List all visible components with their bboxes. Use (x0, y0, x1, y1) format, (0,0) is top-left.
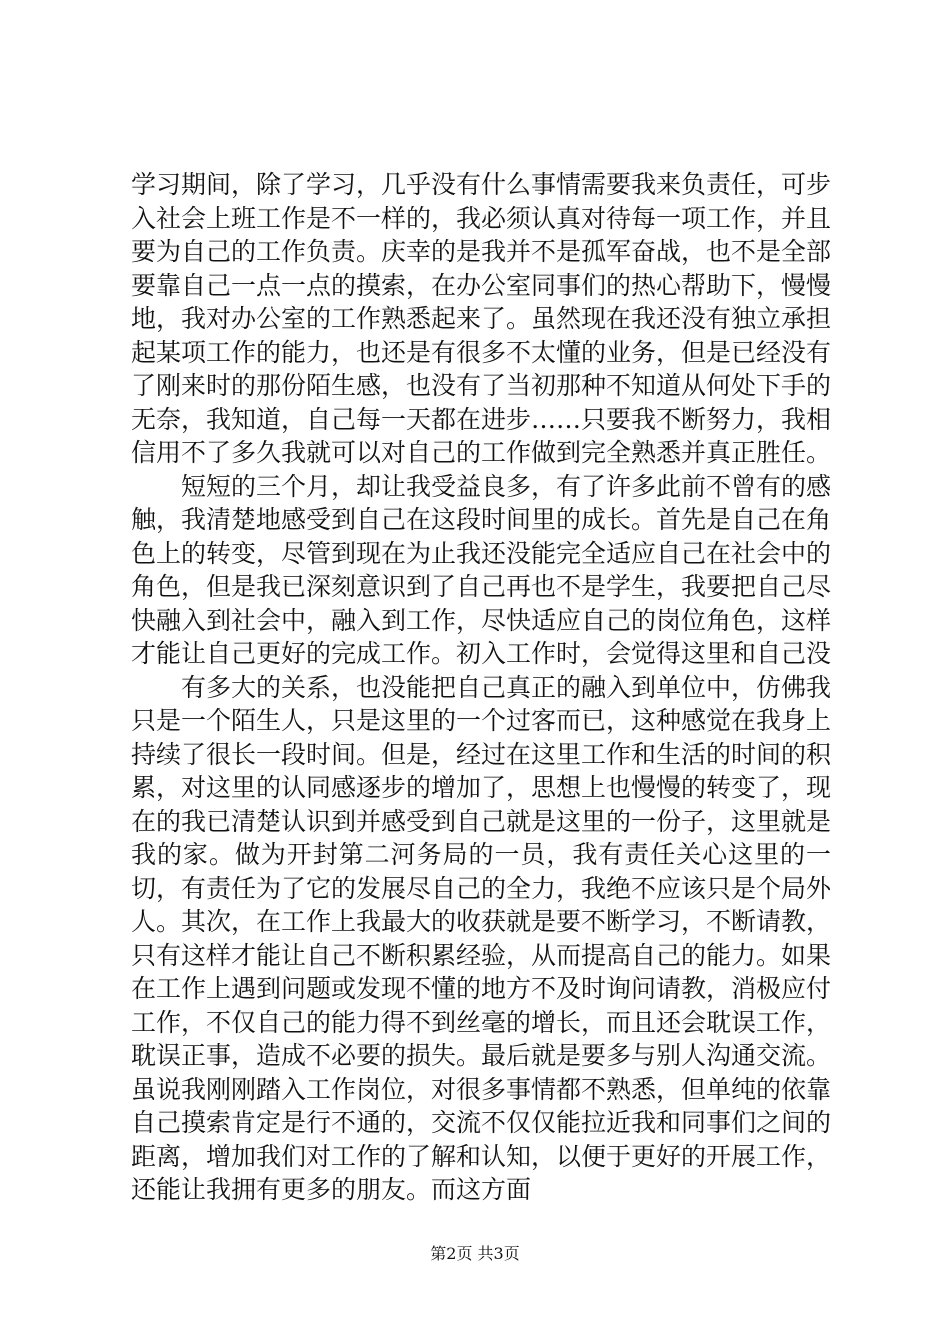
paragraph-2: 短短的三个月，却让我受益良多，有了许多此前不曾有的感触，我清楚地感受到自己在这段时间里的成长。首先是自己在角色上的转变，尽管到现在为止我还没能完全适应自己在社会中的角色，但是我已深刻意识到了自己再也不是学生，我要把自己尽快融入到社会中，融入到工作，尽快适应自己的岗位角色，这样才能让自己更好的完成工作。初入工作时，会觉得这里和自己没 (131, 471, 832, 668)
page-footer: 第2页 共3页 (430, 1244, 520, 1263)
paragraph-3: 有多大的关系，也没能把自己真正的融入到单位中，仿佛我只是一个陌生人，只是这里的一个过客而已，这种感觉在我身上持续了很长一段时间。但是，经过在这里工作和生活的时间的积累，对这里的认同感逐步的增加了，思想上也慢慢的转变了，现在的我已清楚认识到并感受到自己就是这里的一份子，这里就是我的家。做为开封第二河务局的一员，我有责任关心这里的一切，有责任为了它的发展尽自己的全力，我绝不应该只是个局外人。其次，在工作上我最大的收获就是要不断学习，不断请教，只有这样才能让自己不断积累经验，从而提高自己的能力。如果在工作上遇到问题或发现不懂的地方不及时询问请教，消极应付工作，不仅自己的能力得不到丝毫的增长，而且还会耽误工作，耽误正事，造成不必要的损失。最后就是要多与别人沟通交流。虽说我刚刚踏入工作岗位，对很多事情都不熟悉，但单纯的依靠自己摸索肯定是行不通的，交流不仅仅能拉近我和同事们之间的距离，增加我们对工作的了解和认知，以便于更好的开展工作，还能让我拥有更多的朋友。而这方面 (131, 672, 832, 1204)
paragraph-1: 学习期间，除了学习，几乎没有什么事情需要我来负责任，可步入社会上班工作是不一样的，我必须认真对待每一项工作，并且要为自己的工作负责。庆幸的是我并不是孤军奋战，也不是全部要靠自己一点一点的摸索，在办公室同事们的热心帮助下，慢慢地，我对办公室的工作熟悉起来了。虽然现在我还没有独立承担起某项工作的能力，也还是有很多不太懂的业务，但是已经没有了刚来时的那份陌生感，也没有了当初那种不知道从何处下手的无奈，我知道，自己每一天都在进步……只要我不断努力，我相信用不了多久我就可以对自己的工作做到完全熟悉并真正胜任。 (131, 170, 832, 467)
document-body (131, 168, 831, 1207)
